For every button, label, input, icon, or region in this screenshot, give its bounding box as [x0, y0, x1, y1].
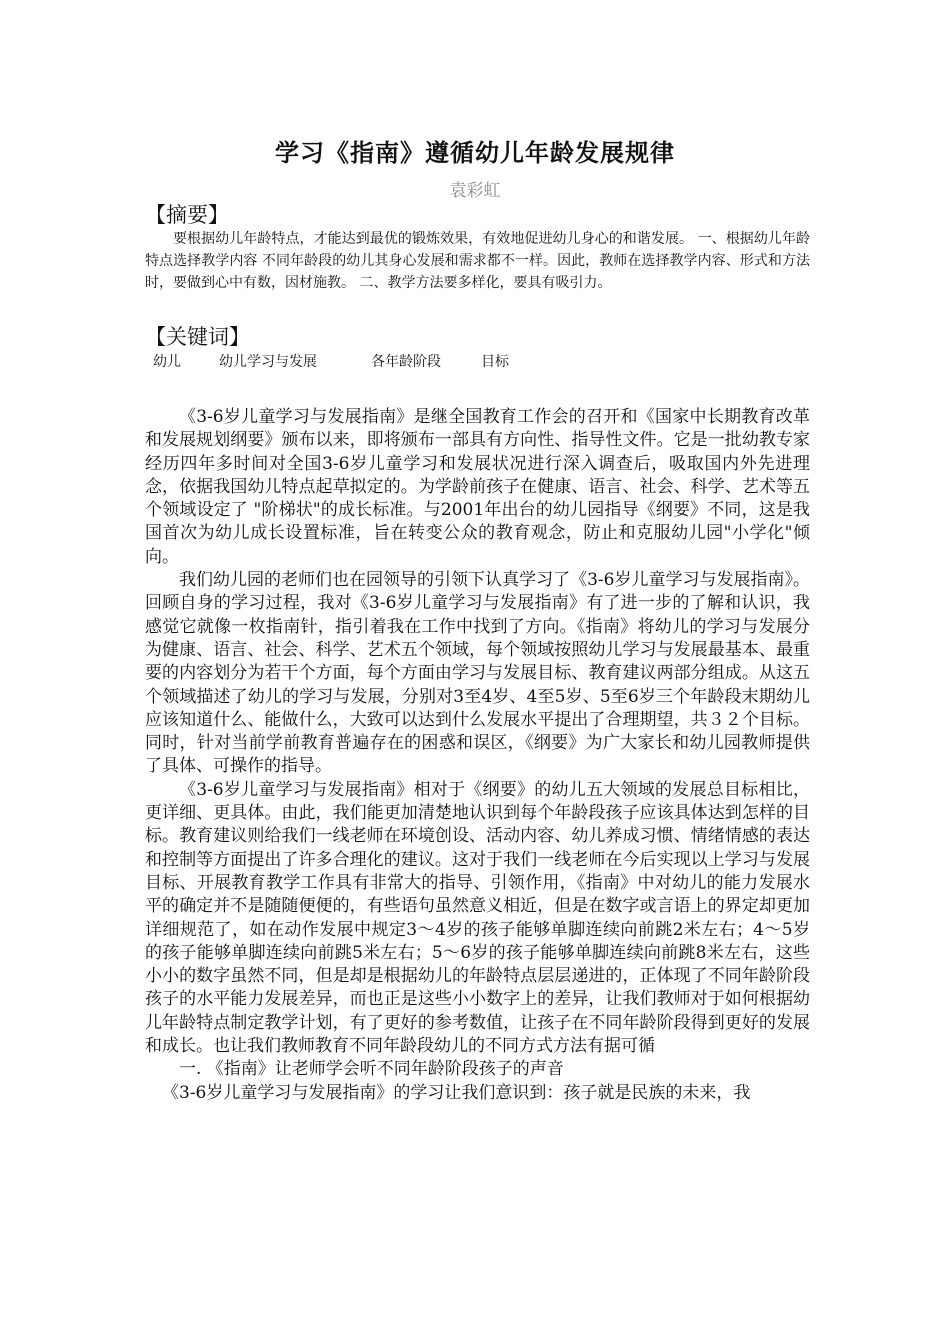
- body-paragraph: 我们幼儿园的老师们也在园领导的引领下认真学习了《3-6岁儿童学习与发展指南》。回顾自身的学习过程，我对《3-6岁儿童学习与发展指南》有了进一步的了解和认识，我感觉它就像一枚指南针，指引着我在工作中找到了方向。《指南》将幼儿的学习与发展分为健康、语言、社会、科学、艺术五个领域，每个领域按照幼儿学习与发展最基本、最重要的内容划分为若干个方面，每个方面由学习与发展目标、教育建议两部分组成。从这五个领域描述了幼儿的学习与发展，分别对3至4岁、4至5岁、5至6岁三个年龄段末期幼儿应该知道什么、能做什么，大致可以达到什么发展水平提出了合理期望，共３２个目标。同时，针对当前学前教育普遍存在的困惑和误区，《纲要》为广大家长和幼儿园教师提供了具体、可操作的指导。: [145, 570, 810, 777]
- body-paragraph-partial: 《3-6岁儿童学习与发展指南》的学习让我们意识到：孩子就是民族的未来，我: [162, 1082, 751, 1103]
- keyword-item: 目标: [481, 354, 509, 370]
- keyword-item: 幼儿学习与发展: [219, 354, 317, 370]
- abstract-text: 要根据幼儿年龄特点，才能达到最优的锻炼效果，有效地促进幼儿身心的和谐发展。 一、根据幼儿年龄特点选择教学内容 不同年龄段的幼儿其身心发展和需求都不一样。因此，教师在选择教学内容、形式和方法时，要做到心中有数，因材施教。 二、教学方法要多样化，要具有吸引力。: [145, 231, 810, 291]
- document-title: 学习《指南》遵循幼儿年龄发展规律: [275, 139, 675, 167]
- keywords-heading: 【关键词】: [145, 325, 250, 349]
- section-heading-one: 一. 《指南》让老师学会听不同年龄阶段孩子的声音: [179, 1059, 564, 1080]
- body-paragraph: 《3-6岁儿童学习与发展指南》相对于《纲要》的幼儿五大领域的发展总目标相比，更详细、更具体。由此，我们能更加清楚地认识到每个年龄段孩子应该具体达到怎样的目标。教育建议则给我们一线老师在环境创设、活动内容、幼儿养成习惯、情绪情感的表达和控制等方面提出了许多合理化的建议。这对于我们一线老师在今后实现以上学习与发展目标、开展教育教学工作具有非常大的指导、引领作用，《指南》中对幼儿的能力发展水平的确定并不是随随便便的，有些语句虽然意义相近，但是在数字或言语上的界定却更加详细规范了，如在动作发展中规定3～4岁的孩子能够单脚连续向前跳2米左右；4～5岁的孩子能够单脚连续向前跳5米左右；5～6岁的孩子能够单脚连续向前跳8米左右，这些小小的数字虽然不同，但是却是根据幼儿的年龄特点层层递进的，正体现了不同年龄阶段孩子的水平能力发展差异，而也正是这些小小数字上的差异，让我们教师对于如何根据幼儿年龄特点制定教学计划，有了更好的参考数值，让孩子在不同年龄阶段得到更好的发展和成长。也让我们教师教育不同年龄段幼儿的不同方式方法有据可循: [145, 779, 810, 1057]
- author-name: 袁彩虹: [449, 181, 501, 201]
- body-paragraph: 《3-6岁儿童学习与发展指南》是继全国教育工作会的召开和《国家中长期教育改革和发展规划纲要》颁布以来，即将颁布一部具有方向性、指导性文件。它是一批幼教专家经历四年多时间对全国3-6岁儿童学习和发展状况进行深入调查后，吸取国内外先进理念，依据我国幼儿特点起草拟定的。为学龄前孩子在健康、语言、社会、科学、艺术等五个领域设定了 "阶梯状"的成长标准。与2001年出台的幼儿园指导《纲要》不同，这是我国首次为幼儿成长设置标准，旨在转变公众的教育观念，防止和克服幼儿园"小学化"倾向。: [145, 407, 810, 567]
- keywords-list: [153, 352, 509, 372]
- keyword-item: 幼儿: [153, 354, 181, 370]
- main-body: [145, 406, 810, 1105]
- keyword-item: 各年龄阶段: [371, 354, 441, 370]
- abstract-heading: 【摘要】: [145, 203, 229, 227]
